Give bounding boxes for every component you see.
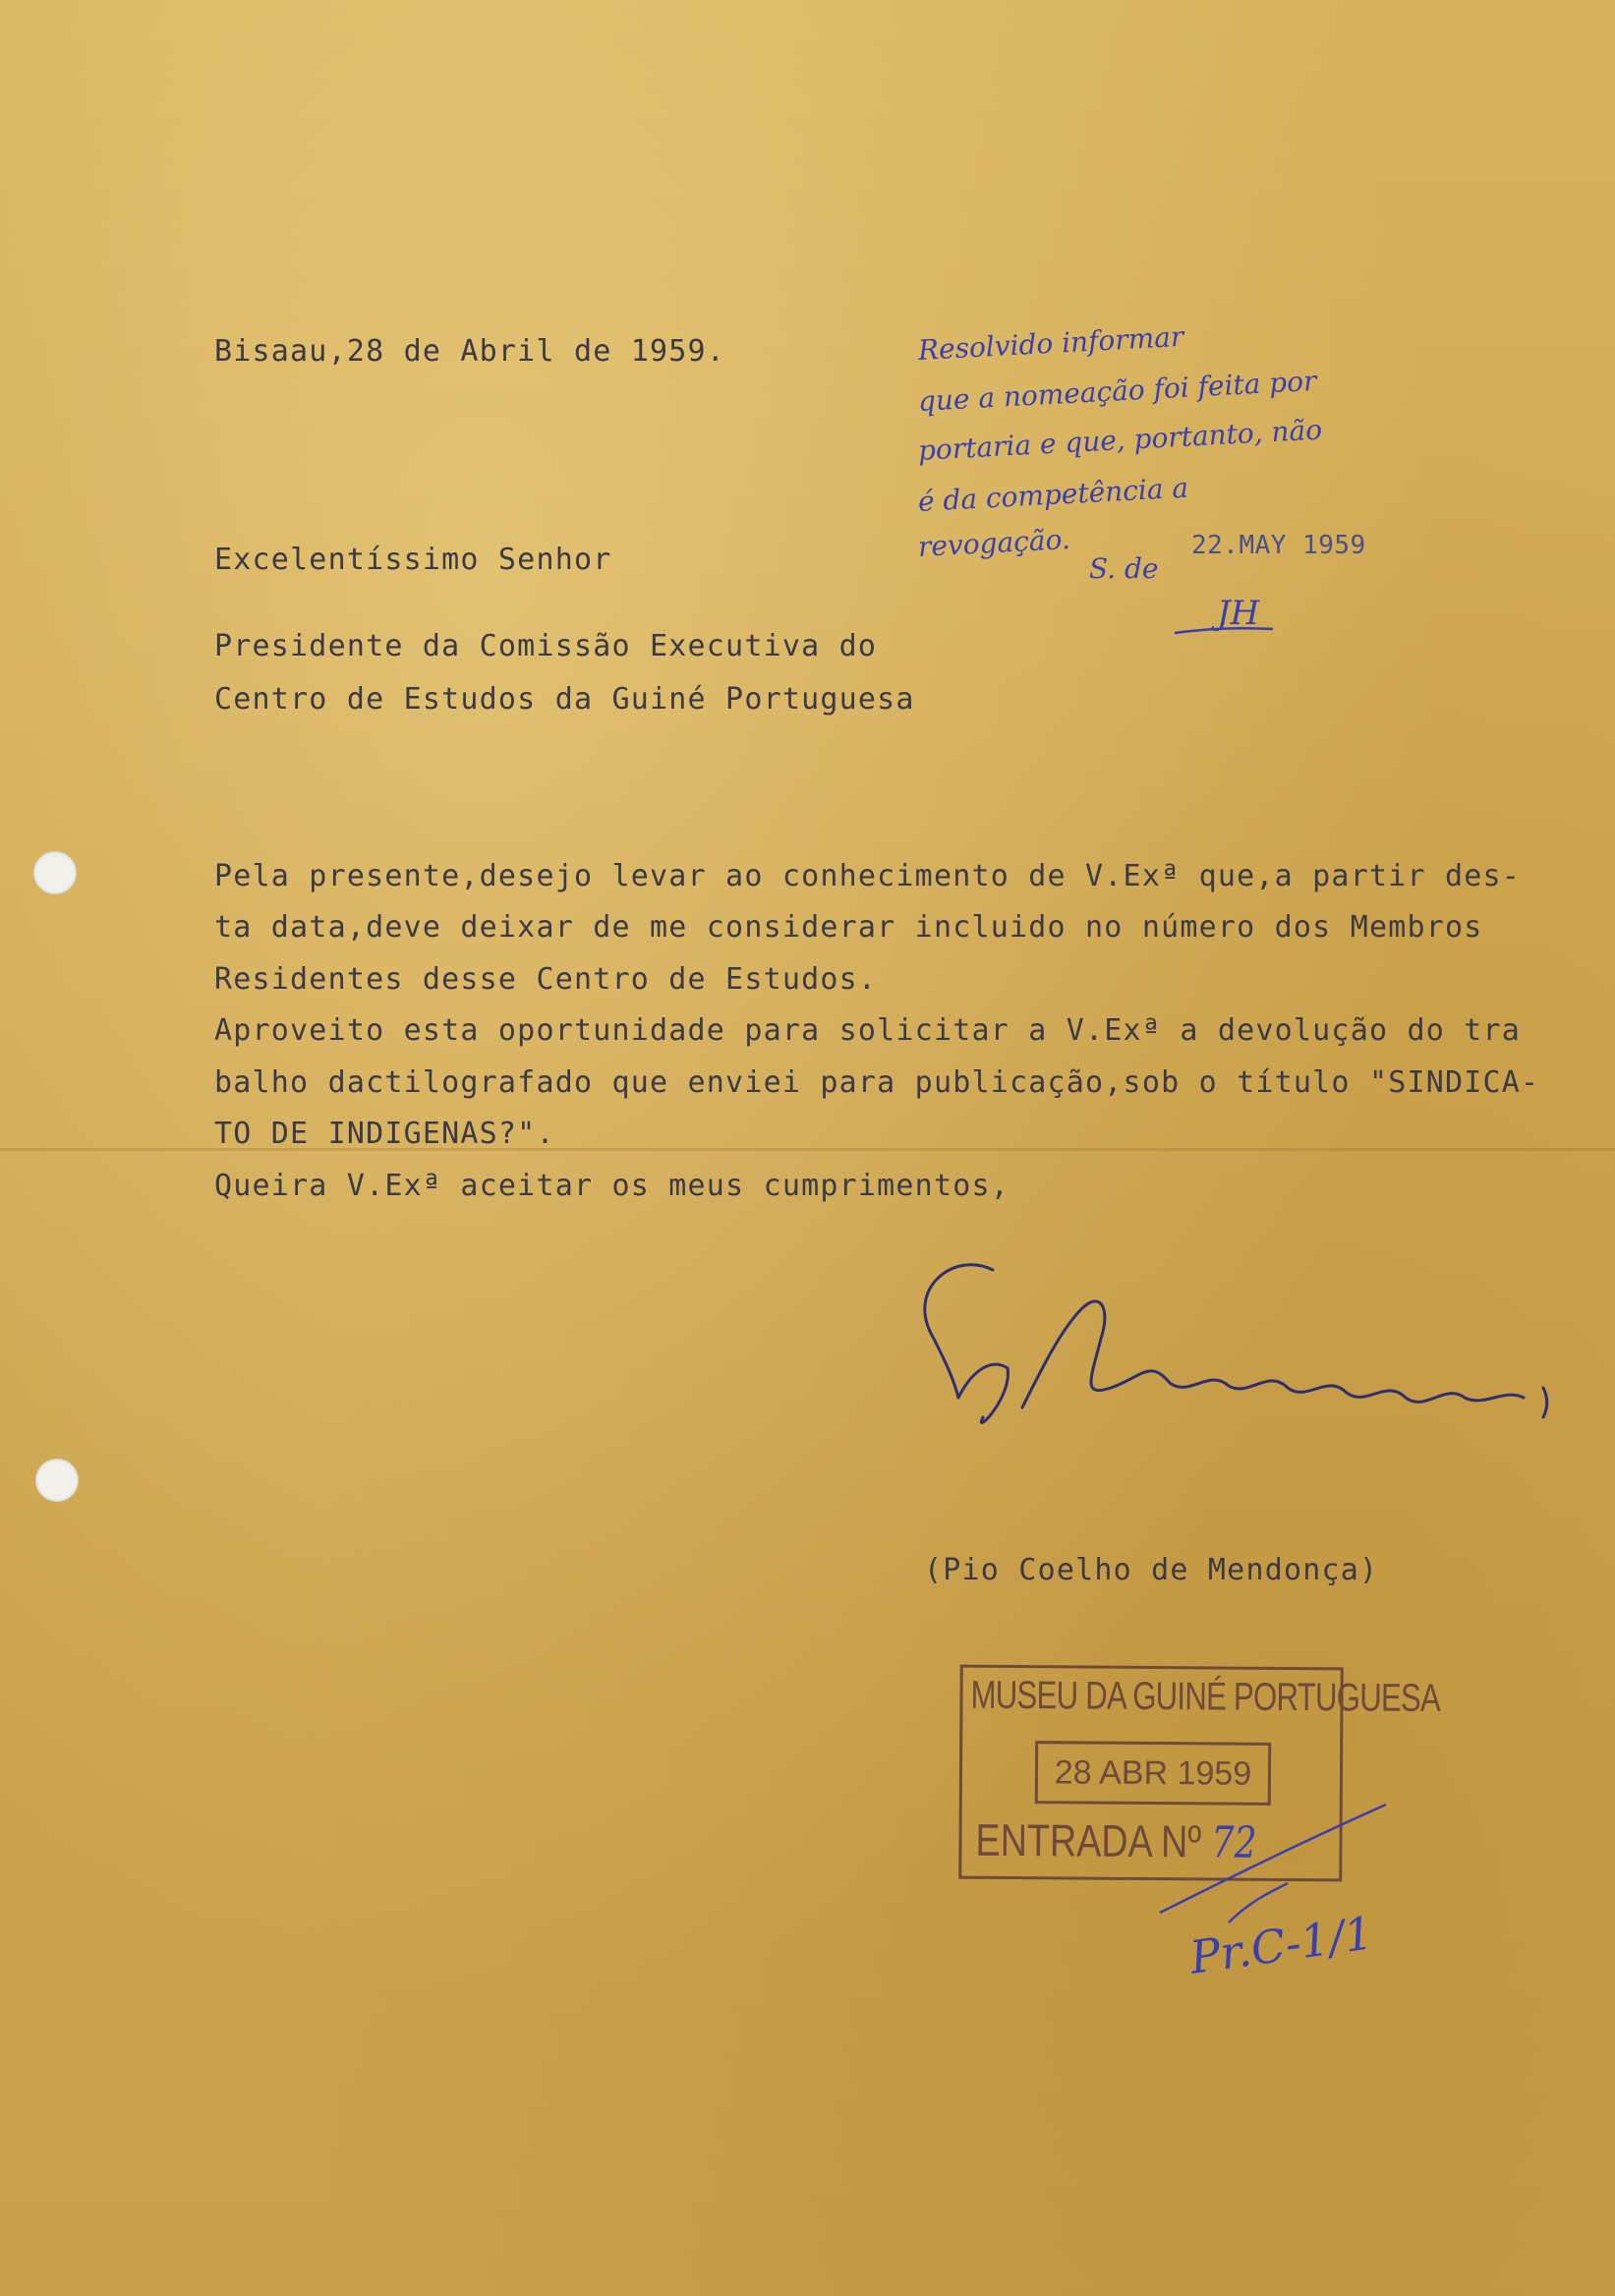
- body-line: Aproveito esta oportunidade para solicitar a V.Exª a devolução do tra: [214, 1013, 1522, 1048]
- body-line: ta data,deve deixar de me considerar incluido no número dos Membros: [214, 910, 1483, 945]
- signature-name: (Pio Coelho de Mendonça): [924, 1553, 1379, 1587]
- stamp-entry-label: ENTRADA Nº: [975, 1813, 1202, 1867]
- annotation-line: que a nomeação foi feita por: [917, 364, 1318, 418]
- body-line: Residentes desse Centro de Estudos.: [214, 962, 878, 997]
- stamp-date: 28 ABR 1959: [1035, 1741, 1271, 1806]
- body-line: balho dactilografado que enviei para publicação,sob o título "SINDICA-: [214, 1065, 1540, 1100]
- received-date-stamp: 22.MAY 1959: [1191, 531, 1366, 560]
- punch-hole-bottom: [35, 1459, 79, 1502]
- recipient-line: Centro de Estudos da Guiné Portuguesa: [214, 682, 915, 717]
- annotation-line: revogação.: [917, 522, 1071, 563]
- salutation: Excelentíssimo Senhor: [214, 543, 612, 577]
- annotation-line: é da competência a: [917, 471, 1189, 518]
- punch-hole-top: [33, 851, 77, 894]
- stamp-title: MUSEU DA GUINÉ PORTUGUESA: [970, 1673, 1441, 1721]
- signature-scrawl: [914, 1250, 1583, 1457]
- place-date: Bisaau,28 de Abril de 1959.: [214, 334, 726, 369]
- body-line: Pela presente,desejo levar ao conhecimento de V.Exª que,a partir des-: [214, 859, 1522, 893]
- reference-note: Pr.C-1/1: [1186, 1906, 1377, 1984]
- stamp-entry-number: 72: [1211, 1817, 1257, 1868]
- annotation-line: portaria e que, portanto, não: [917, 413, 1323, 467]
- body-line: Queira V.Exª aceitar os meus cumprimentos,: [214, 1169, 1009, 1203]
- annotation-initials: JH: [1217, 594, 1260, 633]
- body-line: TO DE INDIGENAS?".: [214, 1117, 555, 1151]
- recipient-line: Presidente da Comissão Executiva do: [214, 629, 878, 663]
- annotation-closing: S. de: [1089, 552, 1159, 585]
- annotation-line: Resolvido informar: [917, 319, 1185, 367]
- initials-flourish: [1175, 611, 1293, 651]
